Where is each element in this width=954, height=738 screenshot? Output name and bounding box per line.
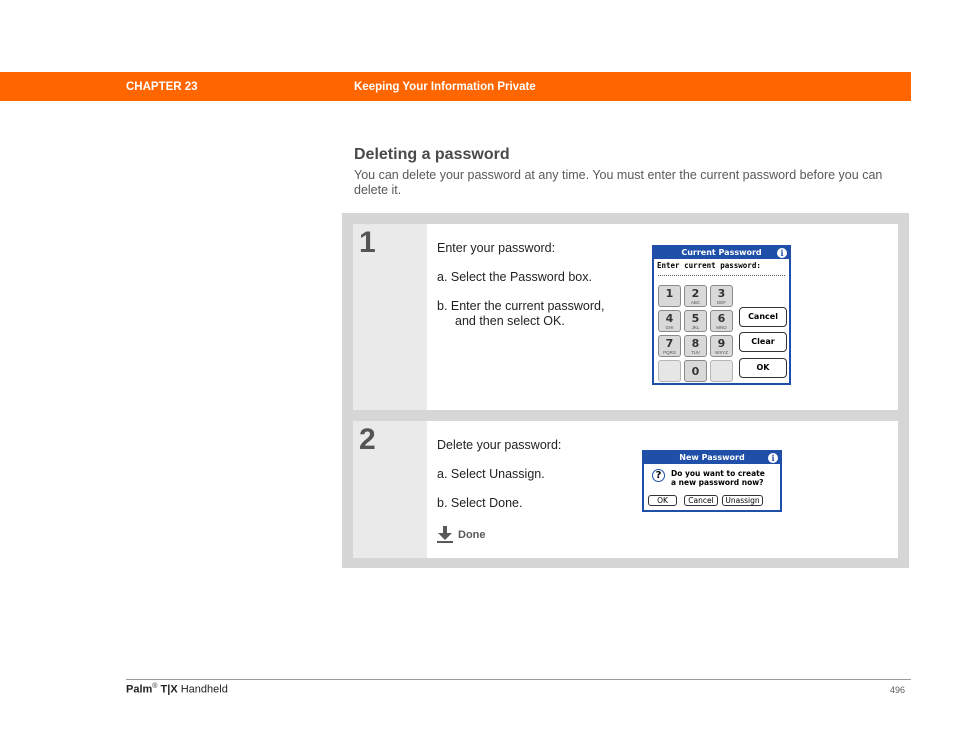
password-input-line[interactable] [658, 275, 785, 276]
footer-reg: ® [152, 683, 158, 690]
info-icon[interactable]: i [768, 453, 778, 463]
new-password-dialog-title: New Password [644, 452, 780, 464]
done-label: Done [458, 529, 486, 541]
step-1-number: 1 [359, 226, 376, 259]
chapter-title: Keeping Your Information Private [354, 81, 536, 93]
cancel-button[interactable]: Cancel [739, 307, 787, 327]
key-6[interactable]: 6 MNO [710, 310, 733, 332]
password-prompt: Enter current password: [657, 261, 761, 270]
step-1-sub-b-line1: b. Enter the current password, [437, 299, 605, 313]
footer-product [126, 683, 228, 696]
cancel-button[interactable]: Cancel [684, 495, 718, 506]
footer-model: T|X [160, 683, 178, 696]
key-3[interactable]: 3 DEF [710, 285, 733, 307]
page-number: 496 [890, 685, 906, 695]
ok-button[interactable]: OK [648, 495, 677, 506]
key-0[interactable]: 0 [684, 360, 707, 382]
key-8[interactable]: 8 TUV [684, 335, 707, 357]
key-5[interactable]: 5 JKL [684, 310, 707, 332]
footer-rule [126, 679, 911, 680]
key-blank-left [658, 360, 681, 382]
ok-button[interactable]: OK [739, 358, 787, 378]
step-1-sub-a: a. Select the Password box. [437, 270, 592, 284]
footer-product-name: Handheld [180, 683, 228, 696]
step-2-number: 2 [359, 423, 376, 456]
step-1-sub-b-line2: and then select OK. [455, 314, 565, 328]
step-2-sub-a: a. Select Unassign. [437, 467, 545, 481]
done-icon [437, 526, 453, 544]
new-password-dialog [642, 450, 782, 512]
key-1[interactable]: 1 [658, 285, 681, 307]
chapter-number: CHAPTER 23 [126, 81, 198, 93]
intro-line-1: You can delete your password at any time. You must enter the current password before you [354, 168, 859, 182]
current-password-dialog [652, 245, 791, 385]
step-2-lead: Delete your password: [437, 438, 562, 452]
clear-button[interactable]: Clear [739, 332, 787, 352]
section-title: Deleting a password [354, 146, 510, 163]
step-1-lead: Enter your password: [437, 241, 556, 255]
step-2-sub-b: b. Select Done. [437, 496, 523, 510]
key-2[interactable]: 2 ABC [684, 285, 707, 307]
question-line-1: Do you want to create [671, 469, 765, 478]
question-line-2: a new password now? [671, 478, 764, 487]
key-9[interactable]: 9 WXYZ [710, 335, 733, 357]
footer-brand: Palm [126, 683, 153, 696]
key-blank-right [710, 360, 733, 382]
section-intro [354, 168, 884, 198]
info-icon[interactable]: i [777, 248, 787, 258]
unassign-button[interactable]: Unassign [722, 495, 763, 506]
key-7[interactable]: 7 PQRS [658, 335, 681, 357]
current-password-dialog-title: Current Password [654, 247, 789, 259]
key-4[interactable]: 4 GHI [658, 310, 681, 332]
intro-line-2: can delete it. [354, 168, 883, 197]
question-icon: ? [652, 469, 665, 482]
